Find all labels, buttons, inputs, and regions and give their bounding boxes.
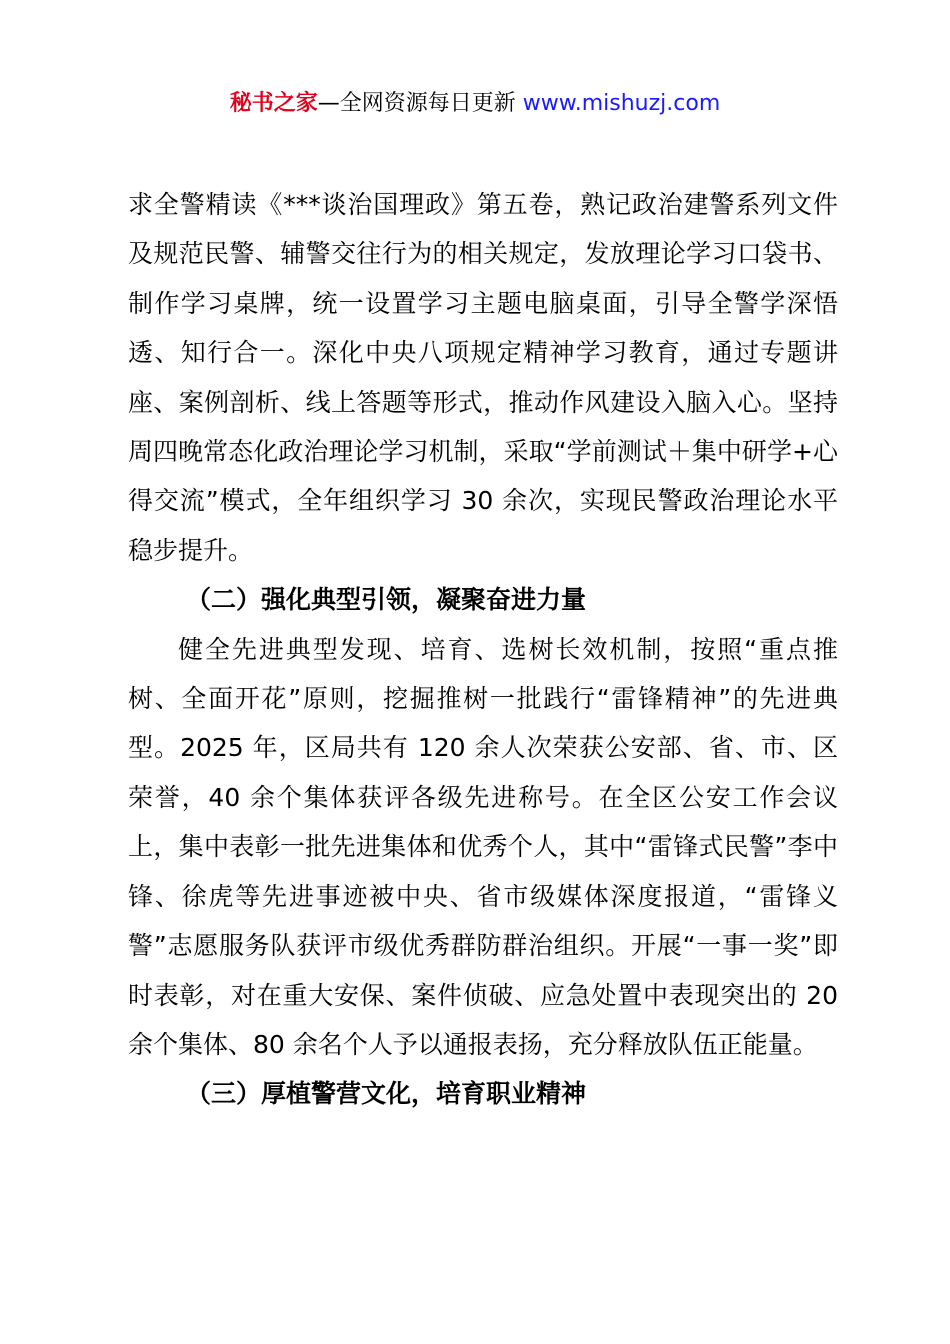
site-brand: 秘书之家 [229,91,318,116]
section-heading-3: （三）厚植警营文化，培育职业精神 [186,1079,587,1109]
body-paragraph-2: 健全先进典型发现、培育、选树长效机制，按照“重点推树、全面开花”原则，挖掘推树一批践行“雷锋精神”的先进典型。2025 年，区局共有 120 余人次荣获公安部、省、市、区荣誉，40 余个集体获评各级先进称号。在全区公安工作会议上，集中表彰一批先进集体和优秀个人，其中“雷锋式民警”李中锋、徐虎等先进事迹被中央、省市级媒体深度报道，“雷锋义警”志愿服务队获评市级优秀群防群治组织。开展“一事一奖”即时表彰，对在重大安保、案件侦破、应急处置中表现突出的 20 余个集体、80 余名个人予以通报表扬，充分释放队伍正能量。 [128,634,838,1059]
document-body [128,180,838,1119]
site-url[interactable]: www.mishuzj.com [522,91,721,116]
section-heading-2: （二）强化典型引领，凝聚奋进力量 [186,585,587,615]
site-tagline: —全网资源每日更新 [317,91,523,116]
body-paragraph-1: 求全警精读《***谈治国理政》第五卷，熟记政治建警系列文件及规范民警、辅警交往行为的相关规定，发放理论学习口袋书、制作学习桌牌，统一设置学习主题电脑桌面，引导全警学深悟透、知行合一。深化中央八项规定精神学习教育，通过专题讲座、案例剖析、线上答题等形式，推动作风建设入脑入心。坚持周四晚常态化政治理论学习机制，采取“学前测试＋集中研学+心得交流”模式，全年组织学习 30 余次，实现民警政治理论水平稳步提升。 [128,190,838,565]
page-header [0,86,950,122]
